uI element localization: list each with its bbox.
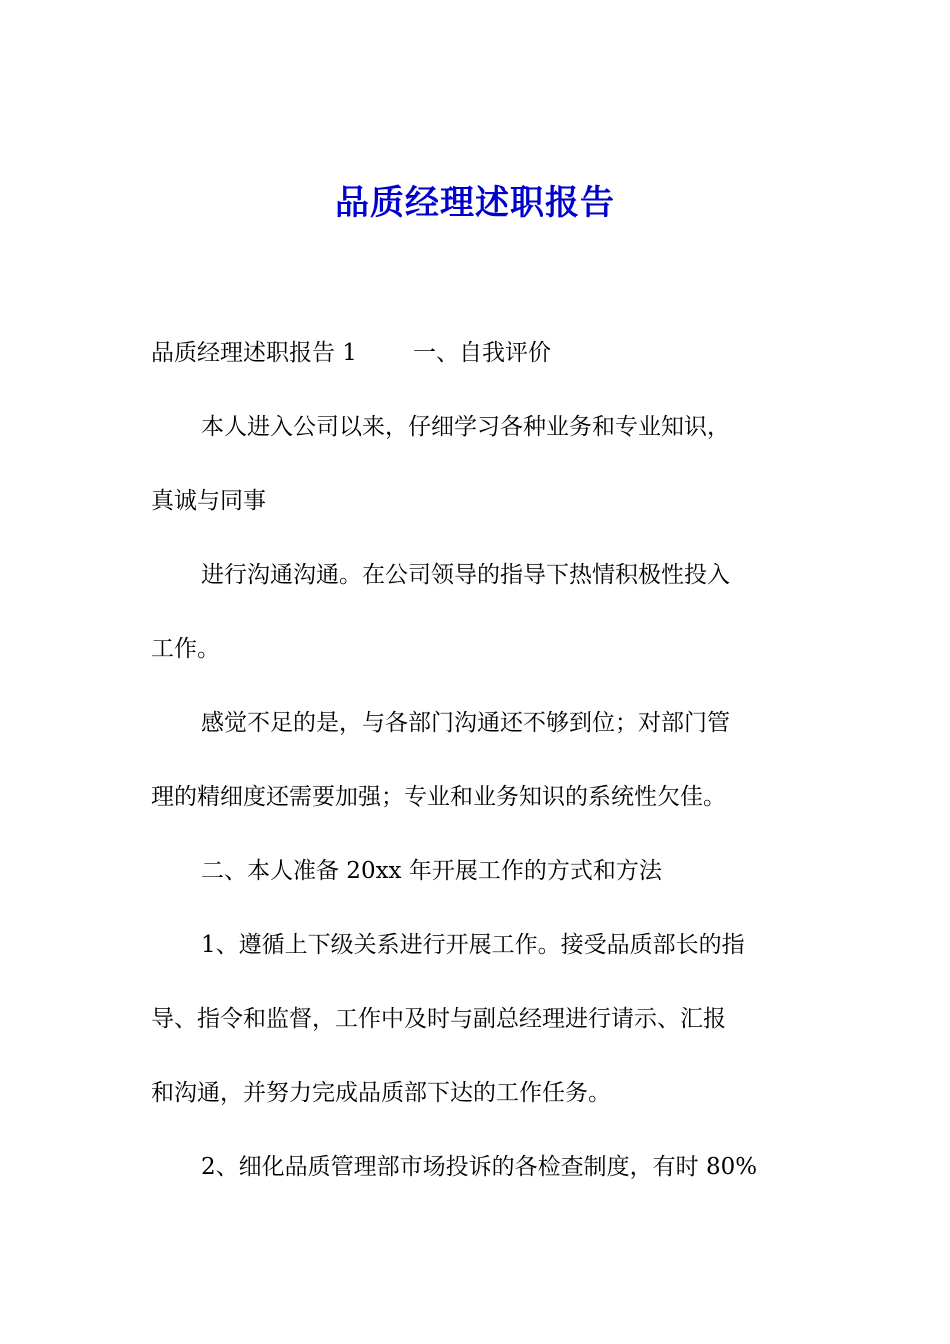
paragraph-line: 真诚与同事 — [151, 488, 266, 514]
document-title: 品质经理述职报告 — [335, 183, 615, 223]
paragraph-line: 理的精细度还需要加强；专业和业务知识的系统性欠佳。 — [151, 784, 726, 810]
paragraph-line: 本人进入公司以来，仔细学习各种业务和专业知识， — [201, 414, 730, 440]
section-heading: 一、自我评价 — [412, 340, 551, 366]
section-heading-line — [151, 328, 811, 378]
paragraph-line: 工作。 — [151, 636, 220, 662]
paragraph-line: 2、细化品质管理部市场投诉的各检查制度，有时 80% — [201, 1154, 758, 1180]
paragraph-line: 进行沟通沟通。在公司领导的指导下热情积极性投入 — [201, 562, 730, 588]
paragraph-line: 1、遵循上下级关系进行开展工作。接受品质部长的指 — [201, 932, 745, 958]
report-number-label: 品质经理述职报告 1 — [151, 340, 357, 366]
document-body — [151, 328, 811, 1216]
paragraph-line: 和沟通，并努力完成品质部下达的工作任务。 — [151, 1080, 611, 1106]
paragraph-line: 导、指令和监督，工作中及时与副总经理进行请示、汇报 — [151, 1006, 726, 1032]
section-heading: 二、本人准备 20xx 年开展工作的方式和方法 — [201, 858, 662, 884]
paragraph-line: 感觉不足的是，与各部门沟通还不够到位；对部门管 — [201, 710, 730, 736]
